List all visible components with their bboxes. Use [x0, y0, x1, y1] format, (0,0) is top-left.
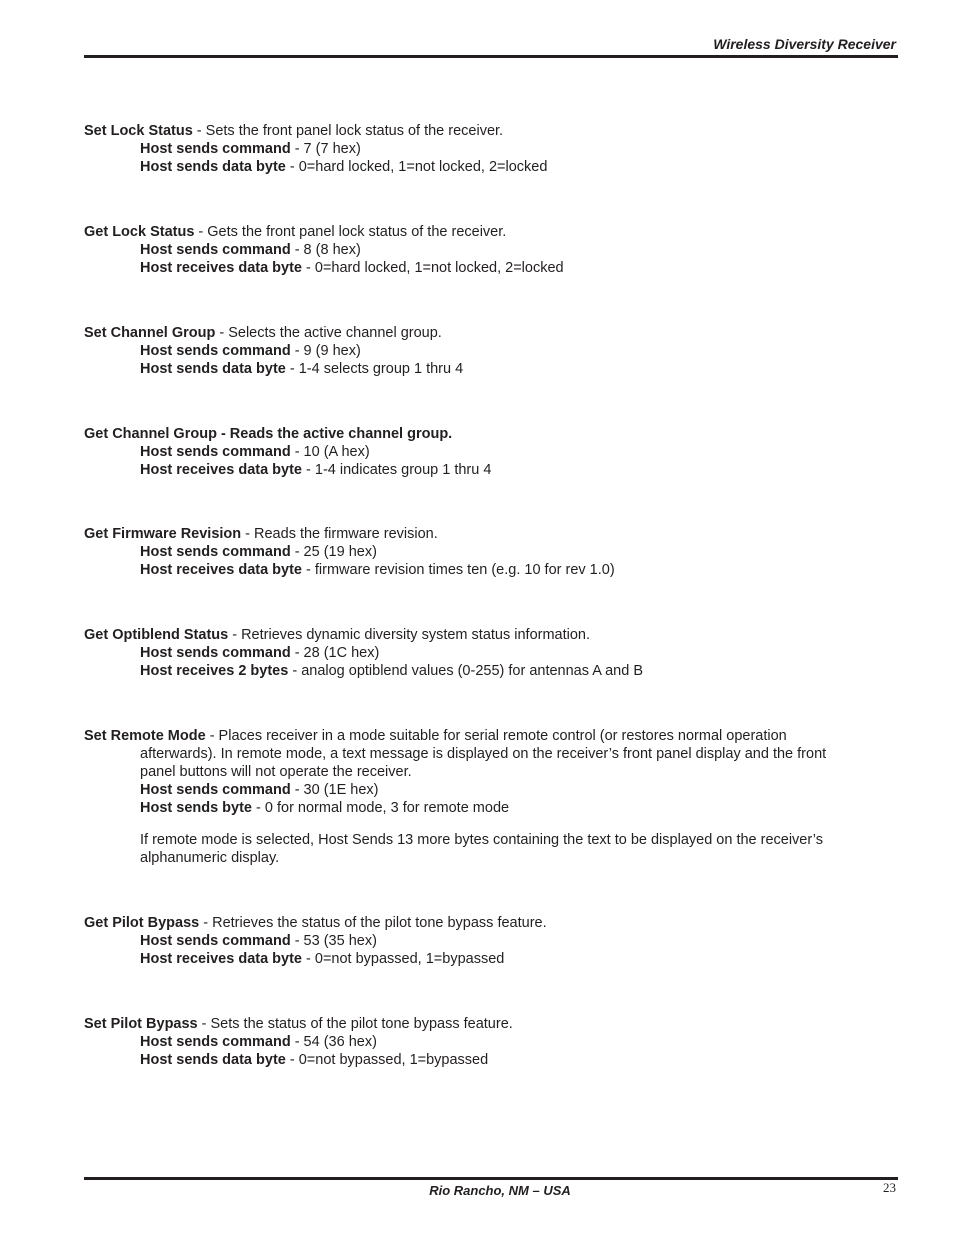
line-label: Host receives data byte: [140, 951, 302, 967]
remote-mode-note: [84, 831, 898, 867]
command-description-continued: panel buttons will not operate the receiver.: [140, 764, 412, 780]
command-name: Get Pilot Bypass: [84, 915, 200, 931]
note-line: alphanumeric display.: [140, 850, 280, 866]
header-rule: [84, 55, 898, 58]
command-line: [84, 360, 898, 378]
line-label: Host sends byte: [140, 800, 252, 816]
command-get-firmware-revision: [84, 525, 898, 579]
command-heading: [84, 1015, 898, 1033]
line-label: Host sends data byte: [140, 361, 286, 377]
command-name: Get Lock Status: [84, 224, 195, 240]
line-text: - analog optiblend values (0-255) for antennas A and B: [288, 663, 644, 679]
command-heading: [84, 425, 898, 443]
command-description: - Sets the front panel lock status of the receiver.: [192, 123, 504, 139]
line-label: Host sends command: [140, 645, 291, 661]
command-name: Set Channel Group: [84, 325, 216, 341]
line-text: - 10 (A hex): [290, 444, 370, 460]
command-set-channel-group: [84, 324, 898, 378]
command-name: Get Optiblend Status: [84, 627, 229, 643]
line-text: - 8 (8 hex): [290, 242, 361, 258]
command-heading: [84, 914, 898, 932]
line-text: - 0=not bypassed, 1=bypassed: [302, 951, 505, 967]
line-label: Host sends command: [140, 141, 291, 157]
footer-rule: [84, 1177, 898, 1180]
line-text: - 28 (1C hex): [290, 645, 380, 661]
command-heading: [84, 223, 898, 241]
command-get-optiblend-status: [84, 626, 898, 680]
command-line: [84, 443, 898, 461]
footer-location: Rio Rancho, NM – USA: [429, 1183, 571, 1198]
command-heading: [84, 324, 898, 342]
line-text: - 54 (36 hex): [290, 1034, 377, 1050]
command-heading: [84, 525, 898, 543]
command-description: - Reads the firmware revision.: [241, 526, 438, 542]
command-line: [84, 158, 898, 176]
command-line: [84, 781, 898, 799]
line-text: - 25 (19 hex): [290, 544, 377, 560]
command-set-lock-status: [84, 122, 898, 176]
command-line: [84, 561, 898, 579]
command-line: [84, 644, 898, 662]
command-name: Get Channel Group - Reads the active channel group.: [84, 426, 453, 442]
command-line: [84, 799, 898, 817]
line-text: - 30 (1E hex): [290, 782, 379, 798]
line-label: Host sends command: [140, 544, 291, 560]
command-line: [84, 140, 898, 158]
line-label: Host sends data byte: [140, 1052, 286, 1068]
command-line: [84, 1051, 898, 1069]
command-name: Set Remote Mode: [84, 728, 206, 744]
command-set-pilot-bypass: [84, 1015, 898, 1069]
command-line: [84, 932, 898, 950]
line-label: Host receives data byte: [140, 462, 302, 478]
line-text: - 7 (7 hex): [290, 141, 361, 157]
line-label: Host receives data byte: [140, 562, 302, 578]
command-get-pilot-bypass: [84, 914, 898, 968]
line-label: Host sends command: [140, 933, 291, 949]
command-get-channel-group: [84, 425, 898, 479]
command-name: Get Firmware Revision: [84, 526, 242, 542]
line-text: - 0=hard locked, 1=not locked, 2=locked: [302, 260, 564, 276]
command-description: - Retrieves dynamic diversity system status information.: [228, 627, 591, 643]
command-line: [84, 1033, 898, 1051]
line-text: - 9 (9 hex): [290, 343, 361, 359]
command-heading: [84, 122, 898, 140]
line-text: - 1-4 selects group 1 thru 4: [285, 361, 464, 377]
command-get-lock-status: [84, 223, 898, 277]
command-description: - Sets the status of the pilot tone bypass feature.: [197, 1016, 513, 1032]
line-label: Host sends command: [140, 343, 291, 359]
command-description: - Selects the active channel group.: [215, 325, 442, 341]
command-line: [84, 950, 898, 968]
line-label: Host receives data byte: [140, 260, 302, 276]
note-line: If remote mode is selected, Host Sends 13 more bytes containing the text to be displayed on the receiver’s: [140, 832, 823, 848]
command-heading: [84, 626, 898, 644]
command-description: - Gets the front panel lock status of the receiver.: [194, 224, 507, 240]
line-text: - 0 for normal mode, 3 for remote mode: [252, 800, 510, 816]
line-label: Host sends command: [140, 242, 291, 258]
command-line: [84, 241, 898, 259]
line-label: Host sends command: [140, 782, 291, 798]
line-text: - firmware revision times ten (e.g. 10 for rev 1.0): [302, 562, 615, 578]
line-label: Host receives 2 bytes: [140, 663, 289, 679]
command-description: - Retrieves the status of the pilot tone bypass feature.: [199, 915, 547, 931]
command-description: - Places receiver in a mode suitable for serial remote control (or restores normal operation: [205, 728, 787, 744]
command-line: [84, 461, 898, 479]
line-text: - 0=not bypassed, 1=bypassed: [285, 1052, 489, 1068]
line-text: - 53 (35 hex): [290, 933, 377, 949]
line-text: - 1-4 indicates group 1 thru 4: [302, 462, 492, 478]
command-heading: [84, 727, 898, 745]
command-set-remote-mode: [84, 727, 898, 867]
command-name: Set Pilot Bypass: [84, 1016, 198, 1032]
line-text: - 0=hard locked, 1=not locked, 2=locked: [285, 159, 548, 175]
line-label: Host sends data byte: [140, 159, 286, 175]
command-description-continued: afterwards). In remote mode, a text message is displayed on the receiver’s front panel display and the front: [140, 746, 827, 762]
line-label: Host sends command: [140, 1034, 291, 1050]
command-line: [84, 543, 898, 561]
line-label: Host sends command: [140, 444, 291, 460]
command-line: [84, 259, 898, 277]
page-number: 23: [883, 1180, 896, 1195]
running-header-title: Wireless Diversity Receiver: [713, 36, 896, 52]
command-name: Set Lock Status: [84, 123, 193, 139]
command-line: [84, 342, 898, 360]
command-line: [84, 662, 898, 680]
